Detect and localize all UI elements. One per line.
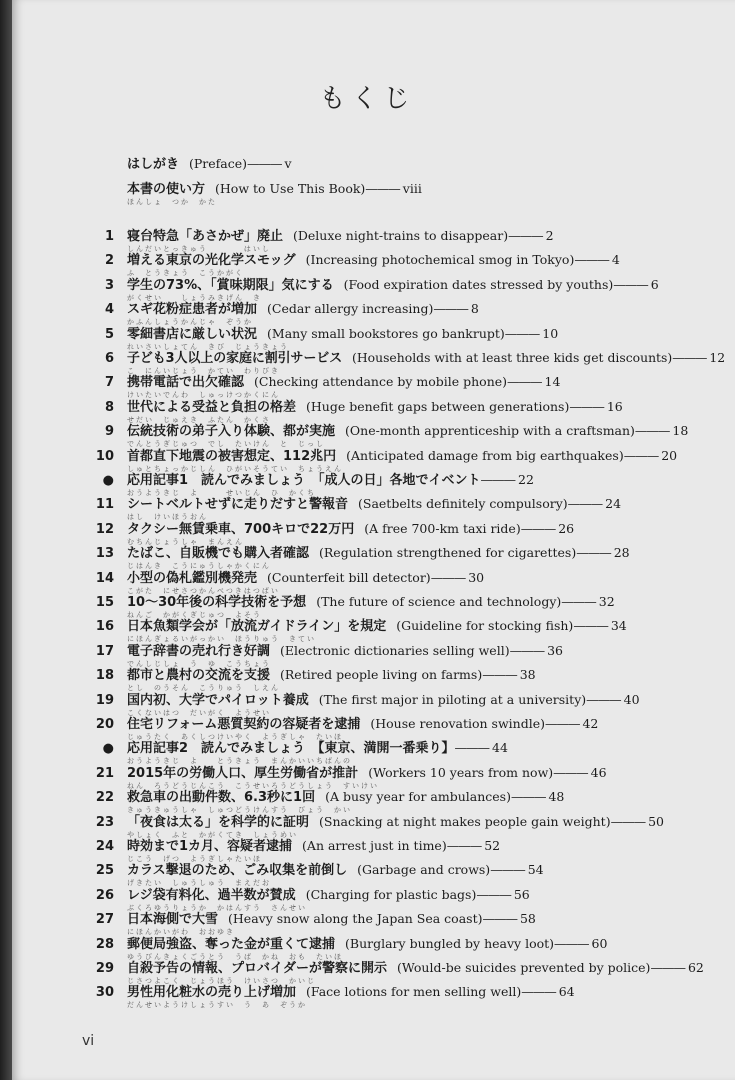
toc-title-english: (One-month apprenticeship with a craftsman): [345, 423, 635, 439]
toc-number: 19: [95, 692, 114, 708]
toc-page-number: 14: [544, 374, 561, 390]
toc-row: [0, 520, 735, 544]
toc-title-english: (Garbage and crows): [357, 862, 491, 878]
toc-row: [0, 691, 735, 715]
toc-title-english: (Checking attendance by mobile phone): [254, 374, 508, 390]
furigana-reading: こ にんいじょう かてい わりびき: [127, 367, 280, 375]
toc-page-number: 12: [709, 350, 726, 365]
toc-title-english: (An arrest just in time): [302, 838, 447, 853]
toc-title-japanese: 時効まで1カ月、容疑者逮捕: [127, 839, 293, 854]
toc-page-number: 62: [687, 960, 704, 975]
leader-dash: ———: [476, 886, 511, 902]
toc-title-japanese: 学生の73%、「賞味期限」気にする: [127, 277, 334, 293]
toc-number: 5: [104, 326, 114, 342]
leader-dash: ———: [480, 472, 516, 487]
toc-title-english: (The first major in piloting at a university): [318, 691, 587, 707]
toc-row: [0, 666, 735, 693]
toc-row: [0, 837, 735, 861]
toc-page-number: 60: [591, 935, 608, 951]
toc-number: 11: [95, 497, 114, 513]
toc-page-number: 10: [542, 325, 559, 341]
leader-dash: ———: [567, 496, 603, 512]
toc-title-english: (Households with at least three kids get discounts): [352, 350, 673, 365]
furigana-reading: むちんじょうしゃ まんえん: [127, 537, 244, 546]
toc-number: 9: [104, 424, 114, 440]
furigana-reading: だんせいようけしょうすい う あ ぞうか: [127, 1001, 307, 1010]
toc-title-english: (Increasing photochemical smog in Tokyo): [305, 252, 575, 268]
toc-title-japanese: レジ袋有料化、過半数が賛成: [127, 887, 296, 903]
toc-page-number: 18: [672, 423, 689, 439]
toc-page-number: 50: [648, 813, 664, 829]
furigana-reading: おうようきじ よ せいじん ひ かくち: [127, 489, 316, 497]
toc-title-japanese: 伝統技術の弟子入り体験、都が実施: [127, 424, 336, 440]
toc-number: 10: [95, 448, 114, 464]
toc-page-number: 36: [547, 642, 563, 658]
toc-title-japanese: 日本魚類学会が「放流ガイドライン」を規定: [127, 619, 387, 635]
leader-dash: ———: [576, 545, 611, 561]
toc-title-english: (Snacking at night makes people gain weight): [319, 813, 611, 829]
leader-dash: ———: [482, 911, 517, 927]
toc-page-number: 46: [590, 764, 607, 780]
leader-dash: ———: [508, 228, 543, 243]
leader-dash: ———: [554, 935, 589, 951]
toc-title-japanese: 電子辞書の売れ行き好調: [127, 643, 271, 659]
leader-dash: ———: [446, 838, 482, 853]
toc-row: [0, 398, 735, 422]
toc-title-english: (Guideline for stocking fish): [396, 618, 574, 634]
toc-number: 18: [95, 668, 114, 684]
toc-page-number: 30: [468, 569, 485, 585]
toc-title-english: (Food expiration dates stressed by youths): [343, 276, 614, 292]
furigana-reading: ゆうびんきょくごうとう うば かね おも たいほ: [127, 952, 343, 961]
toc-page-number: 64: [558, 984, 575, 1000]
toc-title-japanese: 世代による受益と負担の格差: [127, 399, 297, 415]
toc-title-japanese: 男性用化粧水の売り上げ増加: [127, 985, 297, 1001]
toc-title-japanese: 都市と農村の交流を支援: [127, 668, 271, 684]
furigana-reading: しんだいとっきゅう はいし: [127, 245, 271, 253]
furigana-reading: やしょく ふと かがくてき しょうめい: [127, 830, 298, 839]
toc-page-number: 40: [623, 691, 640, 707]
toc-title-japanese: 本書の使い方: [127, 182, 206, 197]
furigana-reading: にほんかいがわ おおゆき: [127, 928, 235, 937]
toc-page-number: 52: [484, 838, 501, 853]
toc-title-english: (Huge benefit gaps between generations): [306, 398, 570, 414]
furigana-reading: ねん ろうどうじんこう こうせいろうどうしょう すいけい: [127, 781, 379, 790]
toc-number: 20: [95, 717, 114, 732]
toc-page-number: 34: [610, 618, 627, 634]
toc-preface-row: [0, 180, 735, 204]
toc-row: [0, 447, 735, 471]
leader-dash: ———: [553, 764, 588, 780]
toc-title-japanese: 「夜食は太る」を科学的に証明: [127, 814, 310, 830]
furigana-reading: ほんしょ つか かた: [127, 198, 217, 206]
leader-dash: ———: [573, 618, 608, 634]
toc-page-number: 24: [605, 496, 622, 512]
toc-title-japanese: スギ花粉症患者が増加: [127, 302, 258, 318]
toc-row: [0, 422, 735, 449]
toc-title-english: (A free 700-km taxi ride): [364, 520, 521, 536]
toc-page-number: 56: [513, 886, 530, 902]
toc-row: [0, 617, 735, 644]
toc-row: [0, 593, 735, 617]
toc-row: [0, 349, 735, 373]
toc-bullet: ●: [102, 741, 114, 757]
toc-row: [0, 813, 735, 837]
toc-page-number: 32: [598, 594, 615, 609]
toc-title-japanese: 住宅リフォーム悪質契約の容疑者を逮捕: [127, 717, 361, 732]
toc-title-english: (Cedar allergy increasing): [267, 301, 434, 317]
toc-title-japanese: 零細書店に厳しい状況: [127, 326, 258, 342]
toc-title-english: (How to Use This Book): [215, 181, 366, 196]
furigana-reading: ぶくろゆうりょうか かはんすう さんせい: [127, 903, 307, 912]
toc-title-japanese: 携帯電話で出欠確認: [127, 375, 245, 391]
furigana-reading: じゅうたく あくしつけいやく ようぎしゃ たいほ: [127, 733, 343, 741]
toc-title-japanese: 10～30年後の科学技術を予想: [127, 595, 307, 610]
toc-number: 13: [95, 546, 114, 562]
leader-dash: ———: [634, 423, 670, 439]
toc-number: 2: [104, 253, 114, 269]
toc-title-english: (House renovation swindle): [370, 716, 545, 731]
toc-title-japanese: 2015年の労働人口、厚生労働省が推計: [127, 765, 359, 781]
leader-dash: ———: [650, 960, 685, 975]
toc-number: 7: [104, 375, 114, 391]
toc-title-english: (Counterfeit bill detector): [267, 569, 431, 585]
toc-row: [0, 739, 735, 766]
toc-row: [0, 983, 735, 1010]
toc-title-japanese: 自殺予告の情報、プロバイダーが警察に開示: [127, 961, 388, 976]
toc-title-japanese: 国内初、大学でパイロット養成: [127, 692, 309, 708]
furigana-reading: はし けいほうおん: [127, 513, 208, 522]
toc-number: 25: [95, 863, 114, 879]
toc-row: [0, 544, 735, 571]
furigana-reading: にほんぎょるいがっかい ほうりゅう きてい: [127, 635, 316, 644]
toc-row: [0, 471, 735, 495]
toc-title-english: (The future of science and technology): [316, 594, 562, 609]
toc-title-english: (Heavy snow along the Japan Sea coast): [228, 911, 483, 927]
leader-dash: ———: [574, 252, 609, 268]
furigana-reading: こくないはつ だいがく ようせい: [127, 708, 271, 717]
furigana-reading: げきたい しゅうしゅう まえだお: [127, 879, 271, 888]
toc-title-english: (Preface): [189, 156, 248, 171]
toc-page-number: v: [284, 156, 292, 171]
furigana-reading: せだい じゅえき ふたん かくさ: [127, 415, 271, 424]
leader-dash: ———: [544, 716, 580, 731]
furigana-reading: けいたいでんわ しゅっけつかくにん: [127, 391, 280, 400]
leader-dash: ———: [613, 276, 648, 292]
toc-row: [0, 642, 735, 666]
leader-dash: ———: [247, 156, 282, 171]
toc-page-number: 8: [470, 301, 479, 317]
toc-number: 29: [95, 961, 114, 976]
leader-dash: ———: [454, 740, 490, 756]
furigana-reading: れいさいしょてん きび じょうきょう: [127, 342, 289, 351]
toc-title-japanese: 子ども3人以上の家庭に割引サービス: [127, 351, 343, 366]
toc-title-japanese: 小型の偽札鑑別機発売: [127, 570, 258, 586]
page-number: vi: [82, 1033, 95, 1049]
toc-title-english: (Face lotions for men selling well): [306, 984, 522, 1000]
furigana-reading: じはんき こうにゅうしゃかくにん: [127, 562, 271, 571]
toc-title-japanese: 首都直下地震の被害想定、112兆円: [127, 448, 337, 464]
toc-number: 4: [104, 302, 114, 318]
toc-row: [0, 251, 735, 278]
toc-page-number: 42: [582, 716, 599, 731]
leader-dash: ———: [490, 862, 525, 878]
furigana-reading: でんとうぎじゅつ でし たいけん と じっし: [127, 440, 325, 449]
toc-page-number: 20: [661, 447, 678, 463]
furigana-reading: がくせい しょうみきげん き: [127, 293, 262, 302]
toc-number: 12: [95, 521, 114, 537]
toc-row: [0, 910, 735, 937]
toc-row: [0, 373, 735, 400]
leader-dash: ———: [520, 520, 556, 536]
toc-title-english: (Burglary bungled by heavy loot): [345, 935, 555, 951]
toc-row: [0, 300, 735, 327]
toc-bullet: ●: [102, 473, 114, 488]
toc-title-japanese: 応用記事1 読んでみましょう 「成人の日」各地でイベント: [127, 473, 481, 488]
leader-dash: ———: [586, 691, 621, 707]
toc-number: 22: [95, 790, 114, 806]
leader-dash: ———: [521, 984, 556, 1000]
toc-title-english: (Retired people living on farms): [280, 667, 483, 683]
toc-row: [0, 886, 735, 910]
toc-page-number: 54: [527, 862, 544, 878]
furigana-reading: しゅとちょっかじしん ひがいそうてい ちょうえん: [127, 464, 343, 473]
furigana-reading: ふ とうきょう こうかがく: [127, 269, 244, 278]
toc-row: [0, 788, 735, 815]
toc-page-number: 28: [613, 545, 630, 561]
toc-page-number: 2: [545, 228, 554, 243]
leader-dash: ———: [561, 594, 596, 609]
leader-dash: ———: [507, 374, 542, 390]
toc-number: 26: [95, 887, 114, 903]
furigana-reading: じさつよこく じょうほう けいさつ かいじ: [127, 977, 316, 985]
furigana-reading: おうようきじ よ とうきょう まんかいいちばんの: [127, 757, 352, 766]
toc-number: 27: [95, 912, 114, 928]
toc-number: 17: [95, 643, 114, 659]
toc-title-english: (Deluxe night-trains to disappear): [293, 228, 509, 243]
toc-page-number: 58: [519, 911, 536, 927]
toc-row: [0, 325, 735, 349]
toc-page-number: 44: [492, 740, 508, 756]
leader-dash: ———: [509, 642, 545, 658]
toc-number: 14: [95, 570, 114, 586]
toc-page-number: 26: [558, 520, 575, 536]
toc-number: 30: [95, 985, 114, 1001]
toc-title-japanese: 救急車の出動件数、6.3秒に1回: [127, 790, 316, 806]
leader-dash: ———: [433, 301, 468, 317]
toc-number: 8: [104, 399, 114, 415]
furigana-reading: きゅうきゅうしゃ しゅつどうけんすう びょう かい: [127, 806, 352, 815]
toc-title-japanese: 日本海側で大雪: [127, 912, 219, 928]
toc-row: [0, 959, 735, 983]
toc-title-english: (Would-be suicides prevented by police): [397, 960, 651, 975]
toc-number: 1: [104, 229, 114, 244]
toc-title-japanese: カラス撃退のため、ごみ収集を前倒し: [127, 863, 348, 879]
leader-dash: ———: [623, 447, 659, 463]
furigana-reading: かふんしょうかんじゃ ぞうか: [127, 318, 253, 327]
toc-row: [0, 495, 735, 522]
furigana-reading: ねんご かがくぎじゅつ よそう: [127, 611, 262, 619]
toc-title-japanese: シートベルトせずに走りだすと警報音: [127, 497, 349, 513]
toc-number: 3: [104, 277, 114, 293]
furigana-reading: とし のうそん こうりゅう しえん: [127, 684, 280, 693]
toc-row: [0, 715, 735, 739]
toc-number: 23: [95, 814, 114, 830]
leader-dash: ———: [510, 789, 546, 805]
toc-title-japanese: はしがき: [127, 157, 180, 172]
leader-dash: ———: [482, 667, 517, 683]
toc-page-number: 38: [519, 667, 536, 683]
toc-title-japanese: 郵便局強盗、奪った金が重くて逮捕: [127, 936, 336, 952]
toc-row: [0, 935, 735, 959]
toc-page-number: 6: [650, 276, 659, 292]
leader-dash: ———: [504, 325, 540, 341]
leader-dash: ———: [610, 813, 646, 829]
toc-title-english: (Saetbelts definitely compulsory): [358, 496, 568, 512]
leader-dash: ———: [365, 181, 400, 196]
leader-dash: ———: [672, 350, 707, 365]
toc-page-number: 22: [518, 472, 534, 487]
toc-number: 16: [95, 619, 114, 635]
toc-title-japanese: 寝台特急「あさかぜ」廃止: [127, 229, 284, 244]
toc-number: 24: [95, 839, 114, 854]
toc-page-number: viii: [402, 181, 422, 196]
furigana-reading: でんしじしょ う ゆ こうちょう: [127, 659, 271, 668]
toc-entry-text: [127, 155, 292, 174]
toc-preface-row: [0, 155, 735, 179]
toc-row: [0, 861, 735, 888]
toc-title-english: (Many small bookstores go bankrupt): [267, 325, 505, 341]
toc-row: [0, 227, 735, 251]
toc-title-japanese: タクシー無賃乗車、700キロで22万円: [127, 521, 355, 537]
toc-page-number: 4: [611, 252, 620, 268]
toc-title-english: (Workers 10 years from now): [368, 764, 554, 780]
furigana-reading: こがた にせさつかんべつきはつばい: [127, 586, 280, 595]
toc-title-english: (Charging for plastic bags): [305, 886, 477, 902]
toc-number: 28: [95, 936, 114, 952]
toc-row: [0, 764, 735, 788]
furigana-reading: じこう げつ ようぎしゃたいほ: [127, 855, 262, 863]
toc-row: [0, 569, 735, 593]
leader-dash: ———: [569, 398, 604, 414]
toc-title-english: (Anticipated damage from big earthquakes): [346, 447, 624, 463]
toc-title-english: (Electronic dictionaries selling well): [280, 642, 510, 658]
toc-title-japanese: 応用記事2 読んでみましょう 【東京、満開一番乗り】: [127, 741, 455, 757]
toc-row: [0, 276, 735, 300]
toc-title-english: (Regulation strengthened for cigarettes): [319, 545, 577, 561]
toc-title-english: (A busy year for ambulances): [325, 789, 511, 805]
leader-dash: ———: [430, 569, 466, 585]
toc-title-japanese: 増える東京の光化学スモッグ: [127, 253, 296, 269]
toc-number: 21: [95, 765, 114, 781]
toc-number: 6: [104, 351, 114, 366]
toc-title-japanese: たばこ、自販機でも購入者確認: [127, 546, 310, 562]
page-title: もくじ: [319, 84, 416, 114]
toc-number: 15: [95, 595, 114, 610]
toc-page-number: 16: [606, 398, 623, 414]
toc-page-number: 48: [548, 789, 565, 805]
